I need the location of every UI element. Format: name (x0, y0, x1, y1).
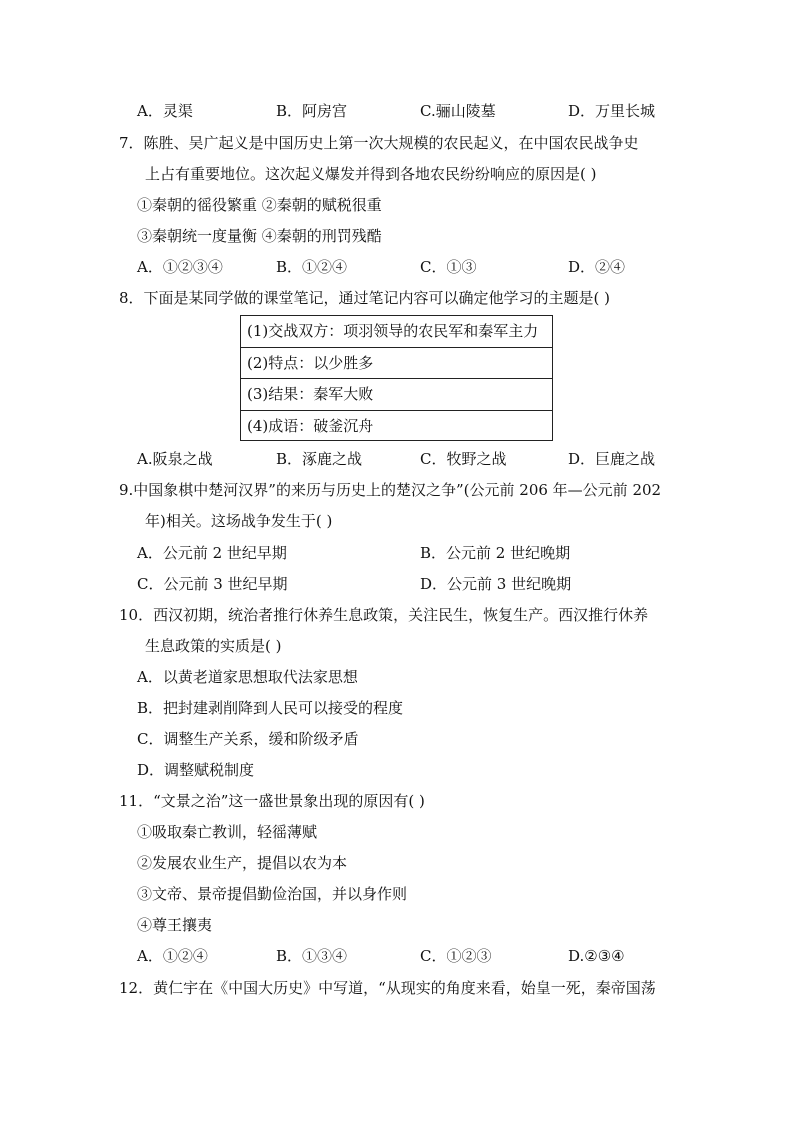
q9-option-d: D．公元前 3 世纪晚期 (420, 575, 572, 593)
q11-option-a: A．①②④ (137, 947, 208, 965)
q8-option-a: A.阪泉之战 (137, 450, 213, 468)
q10-option-d: D．调整赋税制度 (137, 761, 255, 779)
q11-item: ①吸取秦亡教训，轻徭薄赋 (137, 823, 318, 841)
q7-stem-line1: 7．陈胜、吴广起义是中国历史上第一次大规模的农民起义，在中国农民战争史 (119, 134, 639, 152)
q7-option-a: A．①②③④ (137, 258, 223, 276)
q10-option-b: B．把封建剥削降到人民可以接受的程度 (137, 699, 404, 717)
q9-stem-line1: 9.中国象棋中楚河汉界”的来历与历史上的楚汉之争”(公元前 206 年—公元前 202 (119, 481, 662, 499)
q9-stem-line2: 年)相关。这场战争发生于( ) (145, 512, 333, 530)
q6-option-c: C.骊山陵墓 (420, 102, 496, 120)
q11-option-c: C．①②③ (420, 947, 492, 965)
q8-option-c: C．牧野之战 (420, 450, 507, 468)
q6-option-d: D．万里长城 (568, 102, 656, 120)
q10-option-a: A．以黄老道家思想取代法家思想 (137, 668, 358, 686)
q8-note-row: (4)成语：破釜沉舟 (247, 416, 374, 435)
q11-stem-line1: 11．“文景之治”这一盛世景象出现的原因有( ) (119, 792, 425, 810)
q10-stem-line1: 10．西汉初期，统治者推行休养生息政策，关注民生，恢复生产。西汉推行休养 (119, 606, 649, 624)
q8-note-row: (2)特点：以少胜多 (241, 348, 552, 380)
q11-option-d: D.②③④ (568, 947, 625, 965)
q7-items-line1: ①秦朝的徭役繁重 ②秦朝的赋税很重 (137, 196, 382, 214)
q8-notes-table (240, 315, 553, 441)
q11-item: ③文帝、景帝提倡勤俭治国，并以身作则 (137, 885, 408, 903)
q10-stem-line2: 生息政策的实质是( ) (145, 637, 282, 655)
q7-option-d: D．②④ (568, 258, 626, 276)
q7-stem-line2: 上占有重要地位。这次起义爆发并得到各地农民纷纷响应的原因是( ) (145, 165, 597, 183)
q7-option-c: C．①③ (420, 258, 477, 276)
q12-stem-line1: 12．黄仁宇在《中国大历史》中写道，“从现实的角度来看，始皇一死，秦帝国荡 (119, 979, 656, 997)
q11-option-b: B．①③④ (276, 947, 348, 965)
q6-option-b: B．阿房宫 (276, 102, 348, 120)
q8-note-row: (1)交战双方：项羽领导的农民军和秦军主力 (241, 316, 552, 348)
q9-option-c: C．公元前 3 世纪早期 (137, 575, 288, 593)
q8-stem-line1: 8．下面是某同学做的课堂笔记，通过笔记内容可以确定他学习的主题是( ) (119, 289, 611, 307)
q10-option-c: C．调整生产关系，缓和阶级矛盾 (137, 730, 359, 748)
q11-item: ②发展农业生产，提倡以农为本 (137, 854, 348, 872)
q6-option-a: A．灵渠 (137, 102, 193, 120)
q11-item: ④尊王攘夷 (137, 916, 213, 934)
q9-option-b: B．公元前 2 世纪晚期 (420, 544, 571, 562)
q9-option-a: A．公元前 2 世纪早期 (137, 544, 287, 562)
q7-option-b: B．①②④ (276, 258, 348, 276)
q8-option-b: B．涿鹿之战 (276, 450, 363, 468)
q7-items-line2: ③秦朝统一度量衡 ④秦朝的刑罚残酷 (137, 227, 382, 245)
q8-note-row: (3)结果：秦军大败 (241, 379, 552, 411)
q8-option-d: D．巨鹿之战 (568, 450, 656, 468)
